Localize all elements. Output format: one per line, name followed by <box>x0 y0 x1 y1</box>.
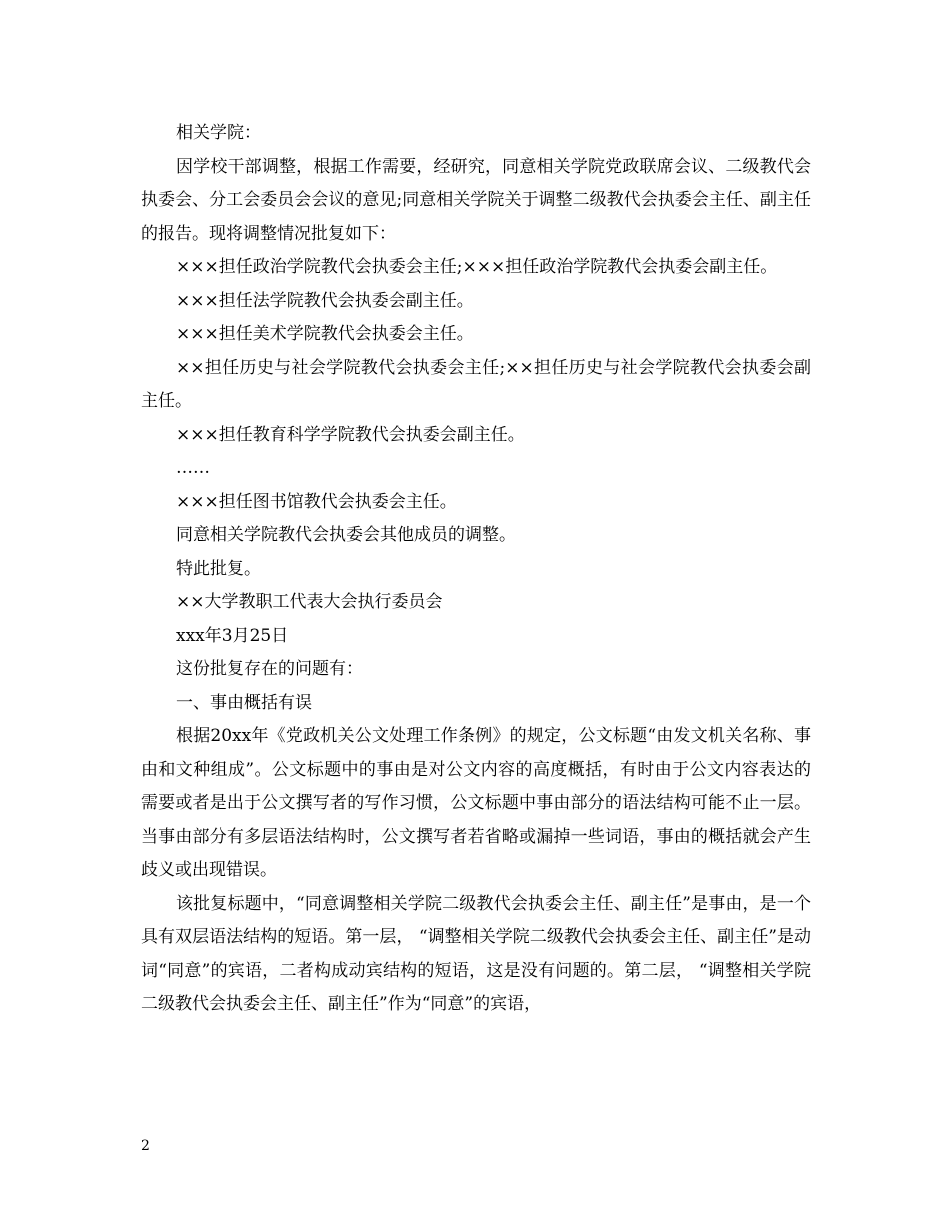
intro-paragraph: 因学校干部调整，根据工作需要，经研究，同意相关学院党政联席会议、二级教代会执委会、分工会委员会会议的意见;同意相关学院关于调整二级教代会执委会主任、副主任的报告。现将调整情况批复如下： <box>141 156 811 244</box>
issue-date: xxx年3月25日 <box>176 625 289 646</box>
ellipsis-line: …… <box>176 458 210 478</box>
document-body <box>141 117 811 1022</box>
salutation: 相关学院： <box>176 123 261 143</box>
appointment-political-college: ×××担任政治学院教代会执委会主任;×××担任政治学院教代会执委会副主任。 <box>176 257 778 277</box>
other-members-line: 同意相关学院教代会执委会其他成员的调整。 <box>176 525 516 545</box>
appointment-library: ×××担任图书馆教代会执委会主任。 <box>176 491 457 512</box>
appointment-education-college: ×××担任教育科学学院教代会执委会副主任。 <box>176 424 525 445</box>
closing-line: 特此批复。 <box>176 558 261 579</box>
problems-intro: 这份批复存在的问题有： <box>176 659 363 679</box>
page-number: 2 <box>141 1138 150 1154</box>
analysis-paragraph-2: 该批复标题中，“同意调整相关学院二级教代会执委会主任、副主任”是事由，是一个具有双层语法结构的短语。第一层， “调整相关学院二级教代会执委会主任、副主任”是动词“同意”的宾语，二者构成动宾结构的短语，这是没有问题的。第二层， “调整相关学院二级教代会执委会主任、副主任”作为“同意”的宾语， <box>141 893 811 1014</box>
appointment-law-college: ×××担任法学院教代会执委会副主任。 <box>176 290 474 311</box>
issuer-name: ××大学教职工代表大会执行委员会 <box>176 592 443 612</box>
appointment-art-college: ×××担任美术学院教代会执委会主任。 <box>176 324 474 344</box>
appointment-history-college: ××担任历史与社会学院教代会执委会主任;××担任历史与社会学院教代会执委会副主任。 <box>141 357 811 411</box>
section-heading: 一、事由概括有误 <box>176 692 312 713</box>
analysis-paragraph-1: 根据20xx年《党政机关公文处理工作条例》的规定，公文标题“由发文机关名称、事由和文种组成”。公文标题中的事由是对公文内容的高度概括，有时由于公文内容表达的需要或者是出于公文撰写者的写作习惯，公文标题中事由部分的语法结构可能不止一层。当事由部分有多层语法结构时，公文撰写者若省略或漏掉一些词语，事由的概括就会产生歧义或出现错误。 <box>141 726 811 880</box>
